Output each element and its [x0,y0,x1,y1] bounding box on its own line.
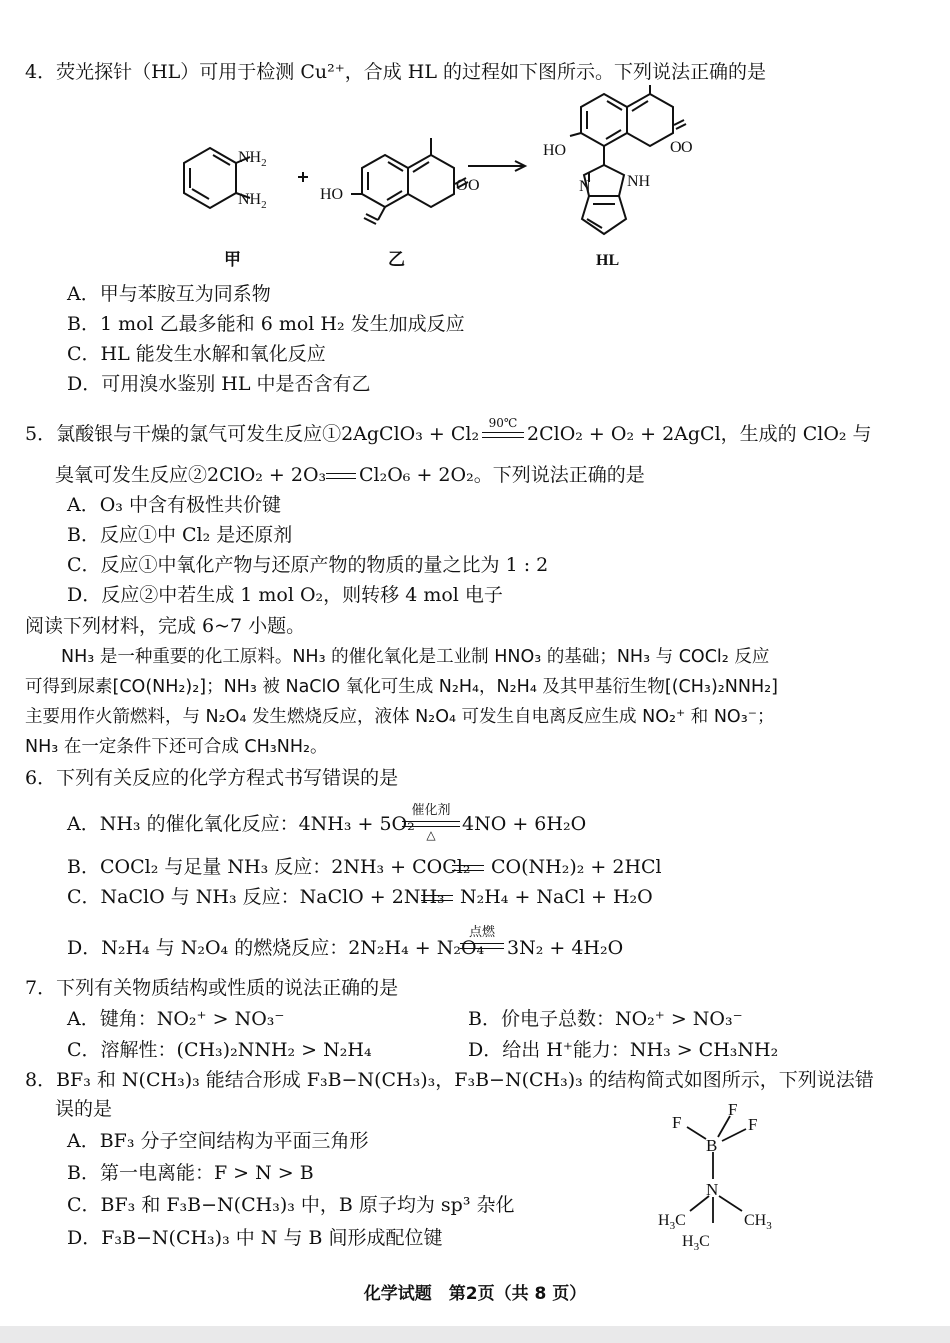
q7-option-d: D．给出 H⁺能力：NH₃ > CH₃NH₂ [468,1039,779,1061]
q5-reaction2-equals [326,473,356,479]
svg-text:HO: HO [320,186,344,203]
hl-benzimidazole-ring [582,196,626,234]
q4-option-d: D．可用溴水鉴别 HL 中是否含有乙 [67,373,371,395]
reading-line-1: NH₃ 是一种重要的化工原料。NH₃ 的催化氧化是工业制 HNO₃ 的基础；NH₃ 与 COCl₂ 反应 [61,647,770,667]
q6-option-a-condition-bottom: △ [426,828,436,842]
svg-text:O: O [670,139,682,156]
jia-benzene-ring [184,148,236,208]
svg-text:NH2: $NH_2$ [238,149,267,169]
svg-text:F: F [728,1100,738,1119]
reading-line-3: 主要用作火箭燃料，与 N₂O₄ 发生燃烧反应，液体 N₂O₄ 可发生自电离反应生成 NO₂⁺ 和 NO₃⁻； [25,707,775,727]
q6-option-c-equals [421,895,453,901]
reading-line-4: NH₃ 在一定条件下还可合成 CH₃NH₂。 [25,737,328,757]
label-yi: 乙 [388,250,405,269]
q4-stem: 4．荧光探针（HL）可用于检测 Cu²⁺，合成 HL 的过程如下图所示。下列说法正确的是 [25,61,767,83]
q6-option-d-left: D．N₂H₄ 与 N₂O₄ 的燃烧反应：2N₂H₄ + N₂O₄ [67,937,485,959]
q7-option-a: A．键角：NO₂⁺ > NO₃⁻ [67,1008,285,1030]
svg-text:O: O [681,139,693,156]
q5-option-a: A．O₃ 中含有极性共价键 [67,494,281,516]
q6-option-a-equals [402,821,460,827]
q8-option-a: A．BF₃ 分子空间结构为平面三角形 [67,1130,369,1152]
q5-option-d: D．反应②中若生成 1 mol O₂，则转移 4 mol 电子 [67,584,503,606]
svg-text:H3C: $H_3C$ [682,1233,710,1253]
q5-option-c: C．反应①中氧化产物与还原产物的物质的量之比为 1 : 2 [67,554,549,576]
label-jia: 甲 [224,250,241,269]
q5-stem-part1: 5．氯酸银与干燥的氯气可发生反应①2AgClO₃ + Cl₂ [25,423,480,445]
q6-option-a-condition-top: 催化剂 [411,803,451,818]
svg-text:O: O [468,177,480,194]
svg-text:H3C: $H_3C$ [658,1212,686,1232]
q6-stem: 6．下列有关反应的化学方程式书写错误的是 [25,767,399,789]
q6-option-b-right: CO(NH₂)₂ + 2HCl [491,856,662,878]
q6-option-d-equals [460,943,504,949]
reading-intro: 阅读下列材料，完成 6~7 小题。 [25,615,306,637]
q6-option-b-equals [452,865,484,871]
page-footer: 化学试题 第2页（共 8 页） [363,1284,587,1304]
q4-reaction-scheme [0,85,950,285]
q8-stem-line1: 8．BF₃ 和 N(CH₃)₃ 能结合形成 F₃B−N(CH₃)₃，F₃B−N(CH₃)₃ 的结构简式如图所示，下列说法错 [25,1069,874,1091]
q8-option-d: D．F₃B−N(CH₃)₃ 中 N 与 B 间形成配位键 [67,1227,443,1249]
q6-option-a-right: 4NO + 6H₂O [462,813,587,835]
svg-text:NH: NH [627,173,651,190]
bottom-edge [0,1326,950,1343]
q4-option-a: A．甲与苯胺互为同系物 [67,283,271,305]
q5-reaction1-condition: 90℃ [488,416,518,430]
q8-option-c: C．BF₃ 和 F₃B−N(CH₃)₃ 中，B 原子均为 sp³ 杂化 [67,1194,515,1216]
q6-option-c-right: N₂H₄ + NaCl + H₂O [460,886,653,908]
q6-option-b-left: B．COCl₂ 与足量 NH₃ 反应：2NH₃ + COCl₂ [67,856,471,878]
q8-structure-diagram [650,1095,790,1255]
q5-stem-part2: 2ClO₂ + O₂ + 2AgCl，生成的 ClO₂ 与 [527,423,872,445]
svg-text:O: O [456,177,468,194]
label-hl: HL [596,252,620,269]
svg-text:HO: HO [543,142,567,159]
q8-stem-line2: 误的是 [55,1098,113,1120]
q6-option-a-left: A．NH₃ 的催化氧化反应：4NH₃ + 5O₂ [67,813,415,835]
q6-option-d-right: 3N₂ + 4H₂O [507,937,624,959]
q5-stem-part4: Cl₂O₆ + 2O₂。下列说法正确的是 [359,464,645,486]
q4-option-b: B．1 mol 乙最多能和 6 mol H₂ 发生加成反应 [67,313,465,335]
q7-option-c: C．溶解性：(CH₃)₂NNH₂ > N₂H₄ [67,1039,372,1061]
q7-stem: 7．下列有关物质结构或性质的说法正确的是 [25,977,399,999]
q6-option-d-condition: 点燃 [468,925,495,940]
svg-text:CH3: $CH_3$ [744,1212,772,1232]
svg-text:F: F [748,1115,758,1134]
svg-text:N: N [579,178,591,195]
q5-stem-part3: 臭氧可发生反应②2ClO₂ + 2O₃ [55,464,327,486]
q6-option-c-left: C．NaClO 与 NH₃ 反应：NaClO + 2NH₃ [67,886,445,908]
svg-text:B: B [706,1136,718,1155]
svg-text:NH2: $NH_2$ [238,191,267,211]
q8-option-b: B．第一电离能：F > N > B [67,1162,314,1184]
q7-option-b: B．价电子总数：NO₂⁺ > NO₃⁻ [468,1008,743,1030]
q5-option-b: B．反应①中 Cl₂ 是还原剂 [67,524,293,546]
svg-text:N: N [706,1180,719,1199]
reading-line-2: 可得到尿素[CO(NH₂)₂]；NH₃ 被 NaClO 氧化可生成 N₂H₄，N₂H₄ 及其甲基衍生物[(CH₃)₂NNH₂] [25,677,778,697]
svg-text:F: F [672,1113,682,1132]
q4-option-c: C．HL 能发生水解和氧化反应 [67,343,326,365]
q5-reaction1-equals [482,432,524,438]
